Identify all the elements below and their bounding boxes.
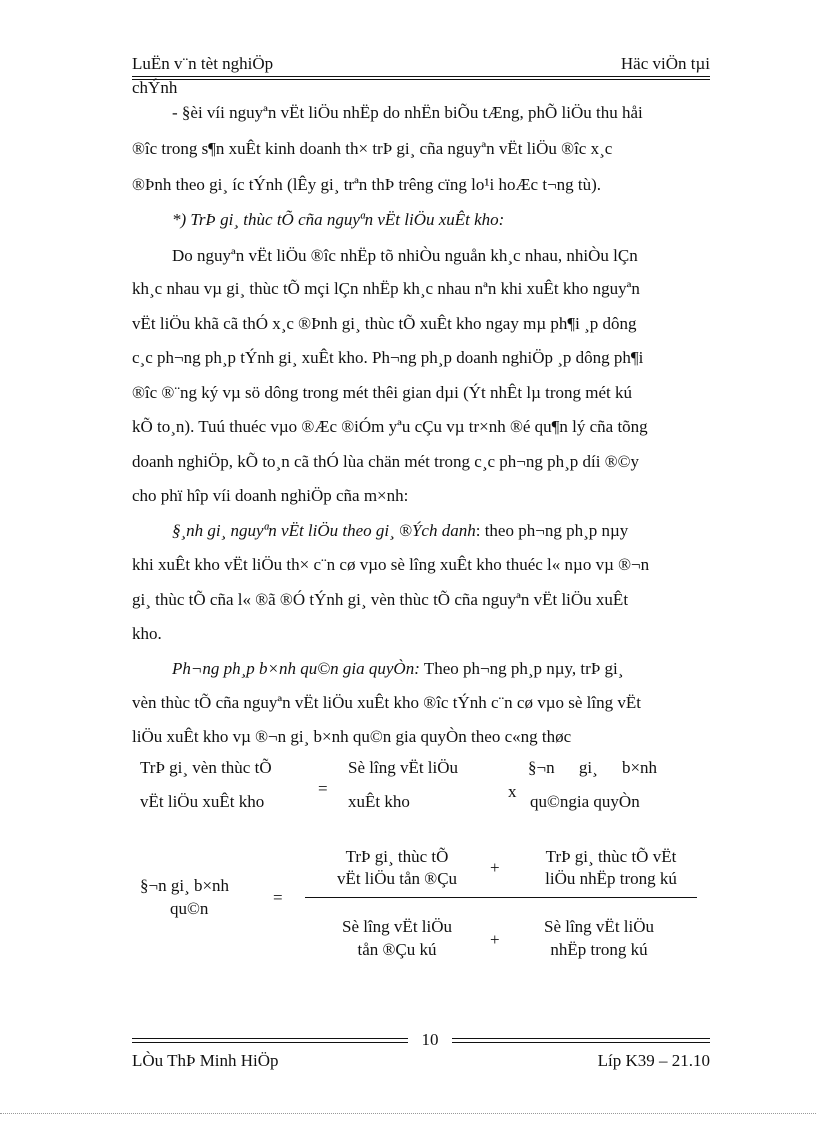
formula2-den-right-line2: nhËp trong kú (550, 940, 648, 959)
page-number: 10 (408, 1030, 452, 1050)
text-line: cho phï hîp víi doanh nghiÖp cña m×nh: (132, 486, 409, 505)
text-line: vËt liÖu khã cã thÓ x¸c ®Þnh gi¸ thùc tÕ xuÊt kho ngay mµ ph¶i ¸p dông (132, 314, 637, 333)
text-line: gi¸ thùc tÕ cña l« ®ã ®Ó tÝnh gi¸ vèn thùc tÕ cña nguyªn vËt liÖu xuÊt (132, 590, 629, 609)
formula1-times: x (508, 782, 517, 801)
text-line (132, 521, 710, 541)
formula1-mid-line1: Sè lîng vËt liÖu (348, 758, 459, 777)
formula1-equals: = (318, 779, 328, 798)
section-heading: *) TrÞ gi¸ thùc tÕ cña nguyªn vËt liÖu xuÊt kho: (172, 210, 505, 229)
formula1-lhs-line2: vËt liÖu xuÊt kho (140, 792, 265, 811)
text-line: vèn thùc tÕ cña nguyªn vËt liÖu xuÊt kho ®îc tÝnh c¨n cø vµo sè lîng vËt (132, 693, 641, 712)
formula2-lhs-line2: qu©n (170, 899, 209, 918)
formula2-den-right-line1: Sè lîng vËt liÖu (543, 917, 655, 936)
header-right: Häc viÖn tµi (620, 54, 710, 73)
text-line: kho. (132, 624, 162, 643)
method-desc: Theo ph¬ng ph¸p nµy, trÞ gi¸ (419, 659, 624, 678)
text-line (132, 659, 710, 679)
text-line: kÕ to¸n). Tuú thuéc vµo ®Æc ®iÓm yªu cÇu vµ tr×nh ®é qu¶n lý cña tõng (132, 417, 648, 436)
formula2-num-left-line2: vËt liÖu tån ®Çu (336, 869, 458, 888)
method-desc: : theo ph¬ng ph¸p nµy (475, 521, 629, 540)
text-line: doanh nghiÖp, kÕ to¸n cã thÓ lùa chän mét trong c¸c ph¬ng ph¸p díi ®©y (132, 452, 640, 471)
text-line: liÖu xuÊt kho vµ ®¬n gi¸ b×nh qu©n gia quyÒn theo c«ng thøc (132, 727, 572, 746)
formula2-lhs-line1: §¬n gi¸ b×nh (140, 876, 230, 895)
method-name: §¸nh gi¸ nguyªn vËt liÖu theo gi¸ ®Ých danh (172, 521, 476, 540)
formula1-rhs-line1: §¬n gi¸ b×nh (528, 758, 658, 777)
text-line: khi xuÊt kho vËt liÖu th× c¨n cø vµo sè lîng xuÊt kho thuéc l« nµo vµ ®¬n (132, 555, 650, 574)
formula2-num-right-line2: liÖu nhËp trong kú (545, 869, 677, 888)
formula2-den-left-line2: tån ®Çu kú (357, 940, 437, 959)
text-line: - §èi víi nguyªn vËt liÖu nhËp do nhËn biÕu tÆng, phÕ liÖu thu håi (172, 103, 643, 122)
text-line: Do nguyªn vËt liÖu ®îc nhËp tõ nhiÒu nguån kh¸c nhau, nhiÒu lÇn (172, 246, 638, 265)
method-name: Ph¬ng ph¸p b×nh qu©n gia quyÒn: (172, 659, 420, 678)
formula2-equals: = (273, 888, 283, 907)
text-line: ®îc trong s¶n xuÊt kinh doanh th× trÞ gi¸ cña nguyªn vËt liÖu ®îc x¸c (132, 139, 613, 158)
text-line: ®Þnh theo gi¸ íc tÝnh (lÊy gi¸ trªn thÞ trêng cïng lo¹i hoÆc t¬ng tù). (132, 175, 602, 194)
header-rule (132, 76, 710, 77)
formula2-num-right-line1: TrÞ gi¸ thùc tÕ vËt (545, 847, 677, 866)
text-line: ®îc ®¨ng ký vµ sö dông trong mét thêi gian dµi (Ýt nhÊt lµ trong mét kú (132, 383, 632, 402)
formula2-den-plus: + (490, 930, 500, 949)
page-break-divider (0, 1113, 816, 1114)
text-line: kh¸c nhau vµ gi¸ thùc tÕ mçi lÇn nhËp kh¸c nhau nªn khi xuÊt kho nguyªn (132, 279, 640, 298)
formula1-mid-line2: xuÊt kho (348, 792, 410, 811)
formula1-rhs-line2: qu©ngia quyÒn (530, 792, 640, 811)
footer-class: Líp K39 – 21.10 (597, 1051, 710, 1070)
text-line: c¸c ph¬ng ph¸p tÝnh gi¸ xuÊt kho. Ph¬ng ph¸p doanh nghiÖp ¸p dông ph¶i (132, 348, 644, 367)
formula1-lhs-line1: TrÞ gi¸ vèn thùc tÕ (140, 758, 272, 777)
formula2-num-left-line1: TrÞ gi¸ thùc tÕ (345, 847, 449, 866)
formula2-num-plus: + (490, 858, 500, 877)
header-continuation: chÝnh (132, 78, 178, 97)
formula2-den-left-line1: Sè lîng vËt liÖu (341, 917, 453, 936)
fraction-bar (305, 897, 697, 898)
header-rule-thin (132, 79, 710, 80)
header-left: LuËn v¨n tèt nghiÖp (132, 54, 274, 73)
footer-author: LÒu ThÞ Minh HiÖp (132, 1051, 279, 1070)
